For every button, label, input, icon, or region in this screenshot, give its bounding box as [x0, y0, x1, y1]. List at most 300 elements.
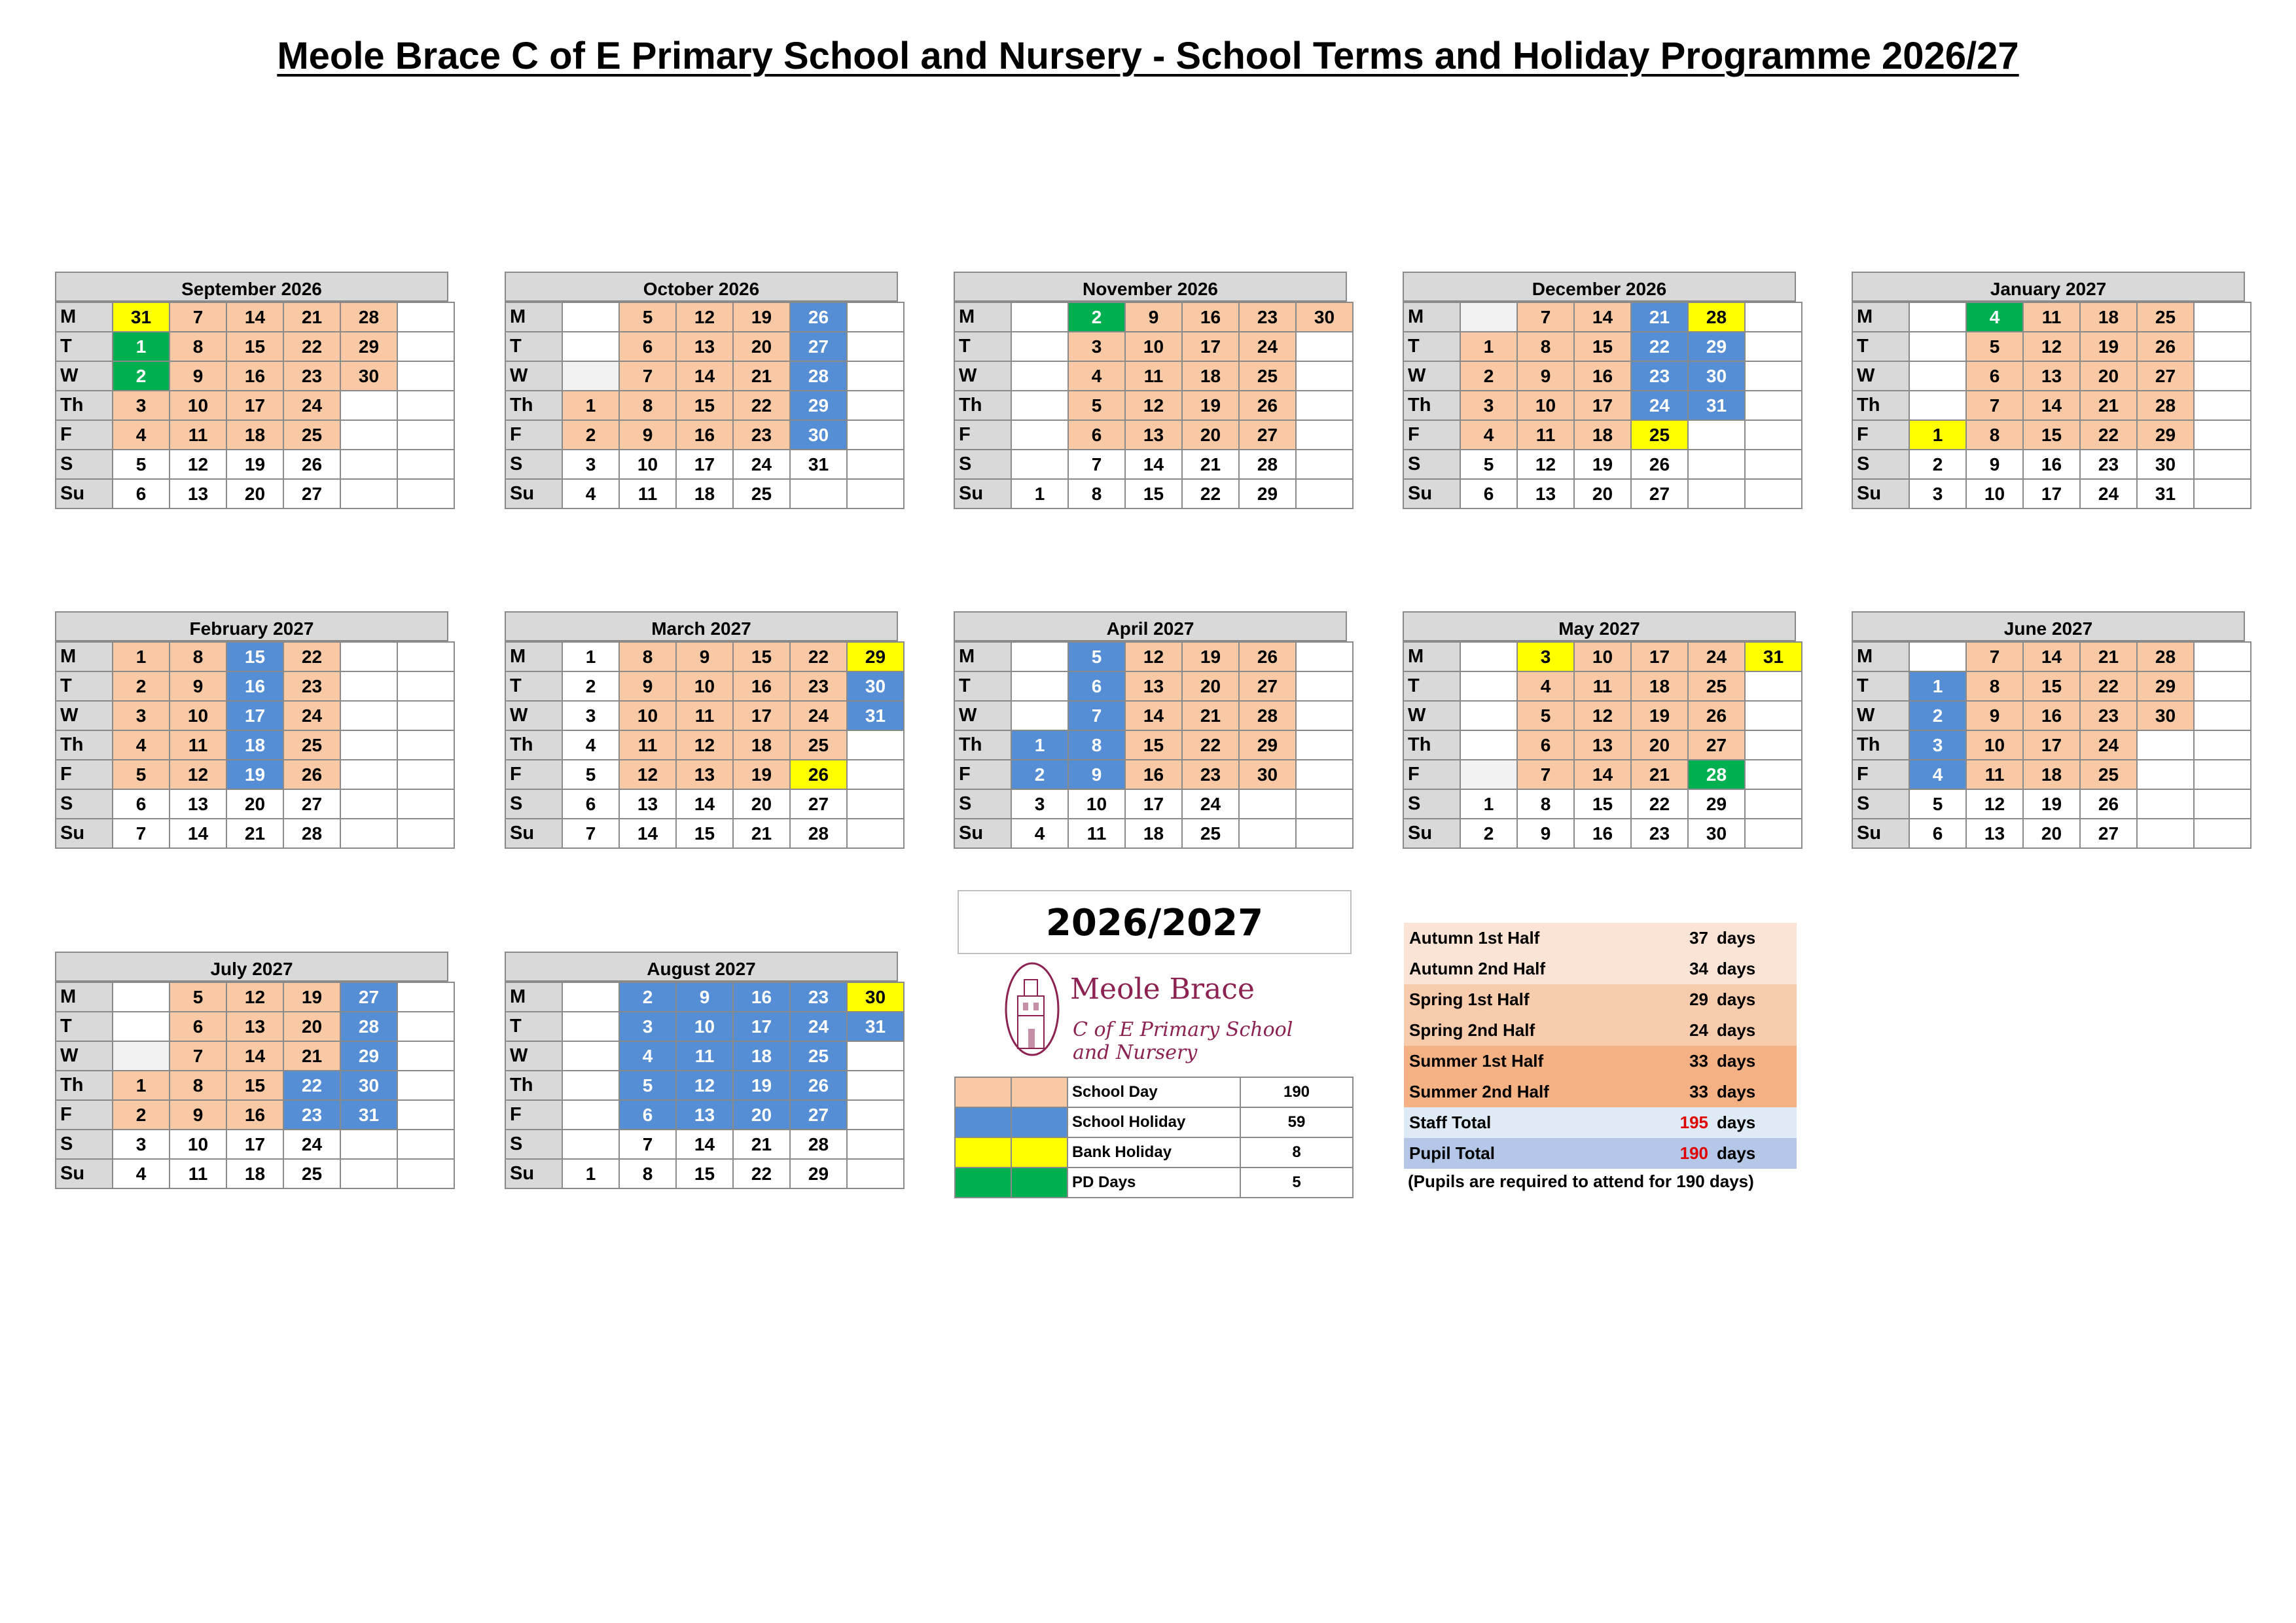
date-cell: 28	[2137, 391, 2194, 420]
date-cell: 27	[340, 982, 397, 1012]
date-cell	[1745, 730, 1802, 760]
date-cell: 30	[1239, 760, 1296, 789]
date-cell: 12	[1125, 642, 1182, 671]
date-cell: 29	[790, 391, 847, 420]
date-cell: 28	[2137, 642, 2194, 671]
summary-unit: days	[1717, 1113, 1756, 1132]
date-cell	[1460, 642, 1517, 671]
date-cell	[397, 1041, 454, 1071]
date-cell: 19	[2023, 789, 2080, 819]
date-cell: 21	[2080, 642, 2137, 671]
day-label: Th	[1852, 730, 1909, 760]
date-cell: 10	[1517, 391, 1574, 420]
date-cell: 7	[1068, 450, 1125, 479]
day-label: Th	[505, 391, 562, 420]
date-cell: 24	[790, 701, 847, 730]
date-cell	[1909, 302, 1966, 332]
date-cell	[340, 1159, 397, 1188]
month-calendar	[1403, 611, 1796, 849]
weekday-row	[954, 332, 1353, 361]
date-cell	[2194, 789, 2251, 819]
day-label: Su	[1852, 819, 1909, 848]
date-cell: 24	[1688, 642, 1745, 671]
date-cell	[1011, 420, 1068, 450]
date-cell: 11	[619, 730, 676, 760]
date-cell: 1	[1460, 332, 1517, 361]
weekday-row	[505, 819, 904, 848]
date-cell	[847, 1100, 904, 1130]
weekday-row	[954, 450, 1353, 479]
day-label: M	[1403, 302, 1460, 332]
date-cell: 1	[1011, 479, 1068, 508]
day-label: W	[56, 1041, 113, 1071]
day-label: M	[954, 642, 1011, 671]
day-label: F	[505, 1100, 562, 1130]
day-label: Th	[56, 391, 113, 420]
month-title: June 2027	[1852, 611, 2245, 641]
date-cell: 23	[1631, 361, 1688, 391]
date-cell: 23	[733, 420, 790, 450]
date-cell: 15	[2023, 420, 2080, 450]
weekday-row	[1852, 450, 2251, 479]
date-cell: 14	[2023, 642, 2080, 671]
date-cell: 3	[619, 1012, 676, 1041]
date-cell	[397, 819, 454, 848]
date-cell	[1745, 819, 1802, 848]
date-cell: 1	[1909, 671, 1966, 701]
date-cell: 8	[170, 642, 226, 671]
date-cell: 3	[562, 450, 619, 479]
summary-label: Autumn 2nd Half	[1409, 959, 1545, 978]
date-cell: 21	[283, 302, 340, 332]
date-cell	[1745, 701, 1802, 730]
summary-unit: days	[1717, 1020, 1756, 1040]
weekday-row	[954, 302, 1353, 332]
month-days-table	[954, 641, 1354, 849]
date-cell: 28	[1688, 760, 1745, 789]
day-label: M	[56, 642, 113, 671]
legend-label: School Holiday	[1067, 1107, 1240, 1137]
date-cell: 1	[1909, 420, 1966, 450]
weekday-row	[954, 671, 1353, 701]
date-cell: 28	[1239, 701, 1296, 730]
weekday-row	[1852, 361, 2251, 391]
date-cell: 19	[1182, 391, 1239, 420]
date-cell: 27	[2080, 819, 2137, 848]
date-cell	[1745, 479, 1802, 508]
day-label: M	[56, 982, 113, 1012]
weekday-row	[954, 391, 1353, 420]
date-cell: 4	[1011, 819, 1068, 848]
date-cell	[847, 789, 904, 819]
day-label: Su	[954, 479, 1011, 508]
date-cell: 19	[733, 1071, 790, 1100]
date-cell: 10	[1966, 730, 2023, 760]
month-title: October 2026	[505, 272, 898, 302]
date-cell: 11	[170, 1159, 226, 1188]
day-label: T	[56, 1012, 113, 1041]
date-cell: 8	[1068, 479, 1125, 508]
date-cell: 9	[1517, 361, 1574, 391]
date-cell	[2194, 730, 2251, 760]
date-cell	[1745, 760, 1802, 789]
day-label: M	[56, 302, 113, 332]
weekday-row	[1852, 302, 2251, 332]
date-cell	[847, 302, 904, 332]
date-cell: 23	[283, 361, 340, 391]
date-cell: 2	[1011, 760, 1068, 789]
legend-row	[955, 1137, 1353, 1168]
month-calendar	[55, 611, 448, 849]
date-cell	[1745, 332, 1802, 361]
month-days-table	[55, 641, 455, 849]
date-cell: 4	[1068, 361, 1125, 391]
date-cell: 4	[562, 479, 619, 508]
date-cell: 26	[1688, 701, 1745, 730]
day-label: F	[56, 420, 113, 450]
day-label: Th	[56, 1071, 113, 1100]
date-cell: 10	[619, 701, 676, 730]
date-cell: 23	[283, 1100, 340, 1130]
date-cell: 31	[847, 701, 904, 730]
school-building-icon	[998, 957, 1070, 1068]
day-label: Th	[1403, 391, 1460, 420]
day-label: W	[1852, 361, 1909, 391]
date-cell: 21	[283, 1041, 340, 1071]
day-label: S	[56, 1130, 113, 1159]
date-cell: 21	[1182, 450, 1239, 479]
date-cell: 22	[283, 642, 340, 671]
day-label: T	[56, 332, 113, 361]
date-cell	[847, 760, 904, 789]
date-cell	[397, 730, 454, 760]
date-cell	[2194, 701, 2251, 730]
date-cell: 28	[1688, 302, 1745, 332]
weekday-row	[505, 450, 904, 479]
summary-count: 33	[1689, 1082, 1708, 1101]
date-cell: 26	[283, 760, 340, 789]
date-cell	[847, 1159, 904, 1188]
date-cell: 20	[2023, 819, 2080, 848]
date-cell: 16	[1125, 760, 1182, 789]
summary-label: Summer 1st Half	[1409, 1051, 1544, 1071]
summary-row	[1404, 984, 1797, 1015]
date-cell: 31	[1745, 642, 1802, 671]
weekday-row	[1852, 479, 2251, 508]
date-cell: 14	[2023, 391, 2080, 420]
day-label: S	[505, 789, 562, 819]
date-cell	[397, 391, 454, 420]
month-calendar	[1852, 611, 2245, 849]
date-cell: 18	[1574, 420, 1631, 450]
date-cell: 28	[340, 1012, 397, 1041]
summary-unit: days	[1717, 1143, 1756, 1163]
date-cell: 7	[1068, 701, 1125, 730]
date-cell	[1909, 332, 1966, 361]
date-cell: 20	[226, 479, 283, 508]
day-label: W	[505, 361, 562, 391]
date-cell: 19	[283, 982, 340, 1012]
date-cell	[1460, 760, 1517, 789]
day-label: F	[56, 1100, 113, 1130]
logo-name: Meole Brace	[1070, 972, 1255, 1006]
date-cell: 26	[1239, 642, 1296, 671]
date-cell: 9	[170, 1100, 226, 1130]
date-cell: 13	[676, 332, 733, 361]
date-cell: 30	[340, 1071, 397, 1100]
summary-label: Autumn 1st Half	[1409, 928, 1540, 948]
date-cell: 29	[2137, 420, 2194, 450]
day-label: Th	[954, 391, 1011, 420]
date-cell: 3	[113, 391, 170, 420]
date-cell: 18	[1182, 361, 1239, 391]
date-cell: 25	[283, 1159, 340, 1188]
day-label: T	[505, 671, 562, 701]
date-cell	[340, 671, 397, 701]
date-cell: 4	[562, 730, 619, 760]
day-label: T	[1852, 671, 1909, 701]
date-cell	[847, 332, 904, 361]
date-cell	[397, 332, 454, 361]
date-cell	[847, 730, 904, 760]
date-cell: 15	[2023, 671, 2080, 701]
date-cell: 16	[226, 1100, 283, 1130]
date-cell: 17	[733, 701, 790, 730]
date-cell: 29	[847, 642, 904, 671]
date-cell: 21	[1631, 760, 1688, 789]
date-cell	[2194, 391, 2251, 420]
date-cell: 1	[562, 1159, 619, 1188]
date-cell: 14	[1574, 760, 1631, 789]
date-cell: 31	[340, 1100, 397, 1130]
date-cell: 2	[562, 420, 619, 450]
weekday-row	[1403, 789, 1802, 819]
date-cell: 12	[676, 302, 733, 332]
date-cell	[1296, 361, 1353, 391]
date-cell: 3	[113, 701, 170, 730]
weekday-row	[1403, 730, 1802, 760]
date-cell: 13	[619, 789, 676, 819]
weekday-row	[1403, 302, 1802, 332]
date-cell: 5	[113, 760, 170, 789]
date-cell: 1	[562, 391, 619, 420]
weekday-row	[56, 332, 454, 361]
date-cell: 24	[283, 1130, 340, 1159]
date-cell	[1296, 701, 1353, 730]
day-label: F	[56, 760, 113, 789]
date-cell: 10	[619, 450, 676, 479]
summary-row	[1404, 1107, 1797, 1138]
date-cell: 12	[676, 730, 733, 760]
date-cell: 10	[170, 1130, 226, 1159]
date-cell: 16	[2023, 701, 2080, 730]
date-cell	[340, 391, 397, 420]
date-cell: 4	[113, 1159, 170, 1188]
date-cell: 9	[619, 420, 676, 450]
month-days-table	[505, 982, 905, 1189]
date-cell: 7	[113, 819, 170, 848]
date-cell: 30	[847, 671, 904, 701]
date-cell: 15	[676, 391, 733, 420]
date-cell: 19	[226, 760, 283, 789]
date-cell: 28	[283, 819, 340, 848]
date-cell: 22	[1182, 479, 1239, 508]
date-cell	[397, 642, 454, 671]
date-cell	[562, 1100, 619, 1130]
date-cell: 12	[1125, 391, 1182, 420]
date-cell: 26	[1239, 391, 1296, 420]
weekday-row	[1403, 642, 1802, 671]
date-cell	[1296, 332, 1353, 361]
summary-unit: days	[1717, 990, 1756, 1009]
date-cell: 5	[1517, 701, 1574, 730]
date-cell	[847, 361, 904, 391]
date-cell: 4	[113, 730, 170, 760]
date-cell: 31	[847, 1012, 904, 1041]
date-cell: 25	[1631, 420, 1688, 450]
date-cell: 9	[170, 671, 226, 701]
date-cell	[1296, 642, 1353, 671]
date-cell	[1460, 730, 1517, 760]
weekday-row	[1852, 332, 2251, 361]
date-cell: 2	[1068, 302, 1125, 332]
date-cell: 27	[790, 789, 847, 819]
month-calendar	[1403, 272, 1796, 509]
weekday-row	[954, 420, 1353, 450]
date-cell: 22	[1631, 332, 1688, 361]
date-cell: 30	[847, 982, 904, 1012]
weekday-row	[56, 760, 454, 789]
weekday-row	[505, 642, 904, 671]
day-label: Su	[1403, 479, 1460, 508]
weekday-row	[505, 391, 904, 420]
day-label: S	[1403, 450, 1460, 479]
date-cell: 14	[170, 819, 226, 848]
date-cell	[1239, 819, 1296, 848]
date-cell: 13	[676, 760, 733, 789]
legend-row	[955, 1077, 1353, 1107]
date-cell	[397, 789, 454, 819]
date-cell: 18	[2023, 760, 2080, 789]
date-cell: 31	[790, 450, 847, 479]
legend-count: 8	[1240, 1137, 1353, 1168]
date-cell: 20	[226, 789, 283, 819]
date-cell: 25	[2080, 760, 2137, 789]
date-cell: 27	[790, 332, 847, 361]
date-cell	[397, 361, 454, 391]
date-cell: 16	[1182, 302, 1239, 332]
date-cell: 10	[676, 671, 733, 701]
date-cell: 24	[733, 450, 790, 479]
weekday-row	[505, 1130, 904, 1159]
date-cell: 22	[1631, 789, 1688, 819]
legend-swatch	[955, 1137, 1011, 1168]
date-cell	[1011, 361, 1068, 391]
summary-count: 24	[1689, 1020, 1708, 1040]
date-cell: 8	[1517, 789, 1574, 819]
summary-label: Pupil Total	[1409, 1143, 1495, 1163]
month-title: March 2027	[505, 611, 898, 641]
weekday-row	[1403, 701, 1802, 730]
date-cell: 8	[619, 642, 676, 671]
date-cell: 14	[226, 302, 283, 332]
date-cell	[397, 701, 454, 730]
date-cell: 21	[1182, 701, 1239, 730]
weekday-row	[56, 361, 454, 391]
date-cell	[2194, 332, 2251, 361]
date-cell: 24	[1239, 332, 1296, 361]
date-cell: 13	[1125, 420, 1182, 450]
legend-label: Bank Holiday	[1067, 1137, 1240, 1168]
day-label: Th	[1852, 391, 1909, 420]
weekday-row	[1852, 642, 2251, 671]
date-cell: 28	[790, 819, 847, 848]
date-cell: 30	[2137, 450, 2194, 479]
day-label: W	[1852, 701, 1909, 730]
date-cell: 1	[562, 642, 619, 671]
weekday-row	[505, 1041, 904, 1071]
legend-row	[955, 1107, 1353, 1137]
date-cell	[847, 1071, 904, 1100]
month-calendar	[1852, 272, 2245, 509]
legend-label: School Day	[1067, 1077, 1240, 1107]
date-cell: 20	[1631, 730, 1688, 760]
weekday-row	[954, 789, 1353, 819]
date-cell: 29	[1239, 730, 1296, 760]
date-cell: 6	[1909, 819, 1966, 848]
date-cell	[1011, 391, 1068, 420]
day-label: W	[56, 701, 113, 730]
day-label: W	[56, 361, 113, 391]
month-calendar	[505, 952, 898, 1189]
date-cell: 27	[283, 789, 340, 819]
weekday-row	[1852, 391, 2251, 420]
date-cell: 17	[1182, 332, 1239, 361]
date-cell: 15	[676, 1159, 733, 1188]
date-cell	[790, 479, 847, 508]
date-cell: 15	[676, 819, 733, 848]
date-cell: 12	[170, 450, 226, 479]
date-cell: 8	[1966, 420, 2023, 450]
date-cell	[397, 479, 454, 508]
month-days-table	[55, 302, 455, 509]
date-cell	[113, 1041, 170, 1071]
day-label: F	[954, 760, 1011, 789]
weekday-row	[505, 332, 904, 361]
date-cell: 24	[283, 391, 340, 420]
term-summary	[1404, 923, 1797, 1169]
date-cell	[847, 420, 904, 450]
date-cell: 14	[1125, 701, 1182, 730]
date-cell: 21	[1631, 302, 1688, 332]
day-label: T	[505, 1012, 562, 1041]
date-cell: 11	[676, 701, 733, 730]
weekday-row	[505, 760, 904, 789]
date-cell	[397, 1100, 454, 1130]
date-cell	[2194, 420, 2251, 450]
day-label: F	[505, 420, 562, 450]
date-cell: 17	[733, 1012, 790, 1041]
date-cell: 7	[1517, 760, 1574, 789]
day-label: S	[954, 789, 1011, 819]
date-cell: 12	[170, 760, 226, 789]
date-cell	[397, 302, 454, 332]
weekday-row	[1403, 420, 1802, 450]
date-cell: 8	[170, 1071, 226, 1100]
date-cell	[397, 1012, 454, 1041]
date-cell: 8	[170, 332, 226, 361]
weekday-row	[505, 789, 904, 819]
